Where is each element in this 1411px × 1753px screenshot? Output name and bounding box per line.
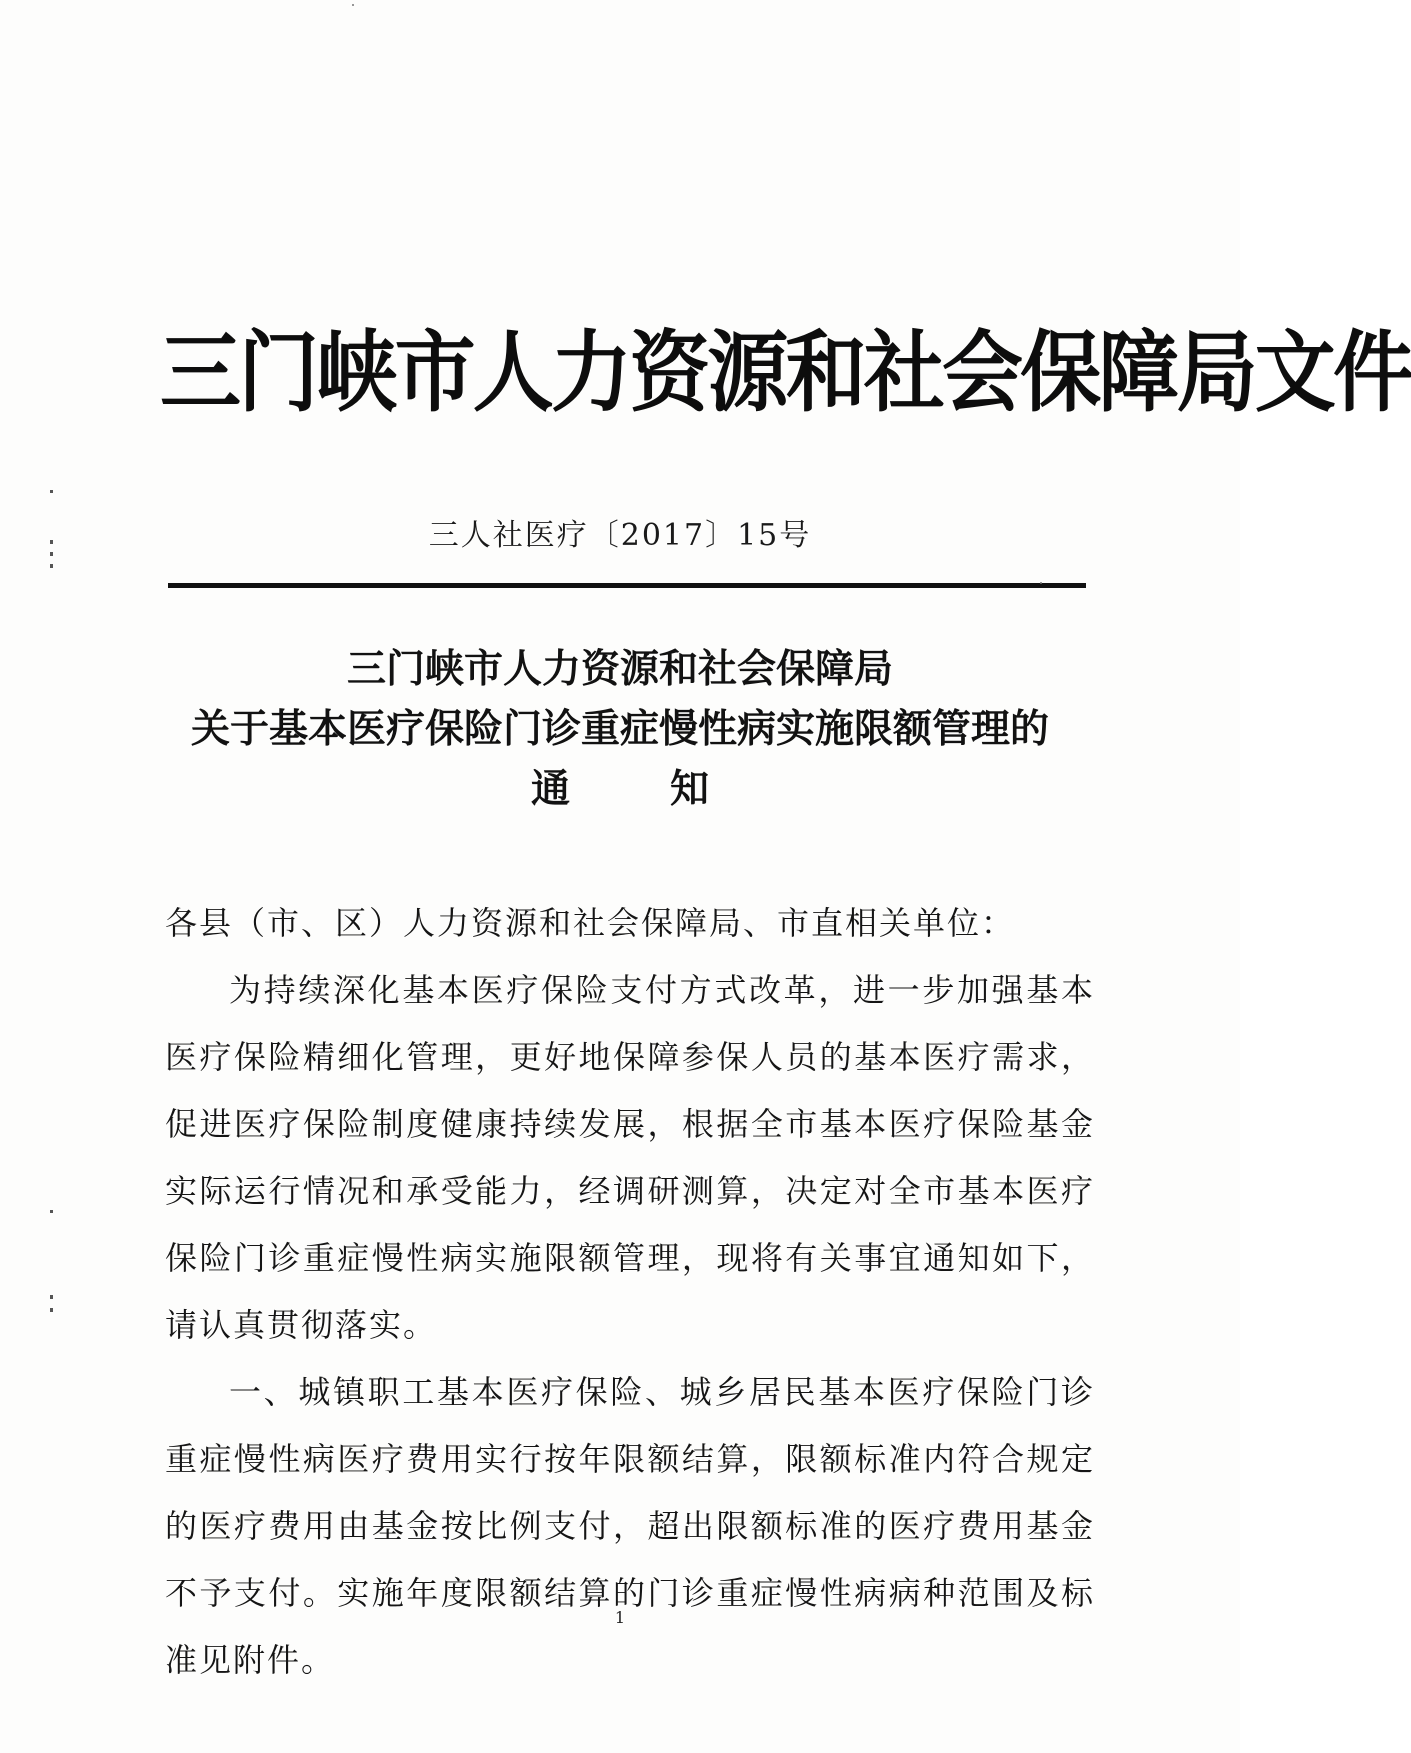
paragraph-intro: 为持续深化基本医疗保险支付方式改革，进一步加强基本医疗保险精细化管理，更好地保障参保人员的基本医疗需求，促进医疗保险制度健康持续发展，根据全市基本医疗保险基金实际运行情况和承受能力，经调研测算，决定对全市基本医疗保险门诊重症慢性病实施限额管理，现将有关事宜通知如下，请认真贯彻落实。 [165, 971, 1095, 1344]
document-number: 三人社医疗〔2017〕15号 [428, 518, 812, 553]
salutation: 各县（市、区）人力资源和社会保障局、市直相关单位： [165, 904, 1016, 942]
scan-mark [50, 552, 53, 556]
notice-body [165, 890, 1095, 1694]
header-divider [168, 583, 1086, 588]
paragraph-item-1: 一、城镇职工基本医疗保险、城乡居民基本医疗保险门诊重症慢性病医疗费用实行按年限额结算，限额标准内符合规定的医疗费用由基金按比例支付，超出限额标准的医疗费用基金不予支付。实施年度限额结算的门诊重症慢性病病种范围及标准见附件。 [165, 1373, 1095, 1679]
scan-mark [50, 564, 53, 568]
notice-title-line-1: 三门峡市人力资源和社会保障局 [346, 647, 893, 692]
scan-mark [50, 1210, 53, 1213]
notice-title-line-3: 通知 [530, 767, 809, 812]
scan-mark [50, 1308, 53, 1312]
notice-title-line-2: 关于基本医疗保险门诊重症慢性病实施限额管理的 [190, 707, 1049, 752]
scan-mark [50, 490, 53, 493]
document-header-title: 三门峡市人力资源和社会保障局文件 [160, 321, 1411, 424]
scan-speck [1040, 582, 1042, 584]
scan-mark [50, 1295, 53, 1299]
scan-mark [50, 540, 53, 544]
notice-title [0, 640, 1240, 820]
scan-speck [352, 4, 354, 6]
page-number: 1 [614, 1608, 626, 1627]
